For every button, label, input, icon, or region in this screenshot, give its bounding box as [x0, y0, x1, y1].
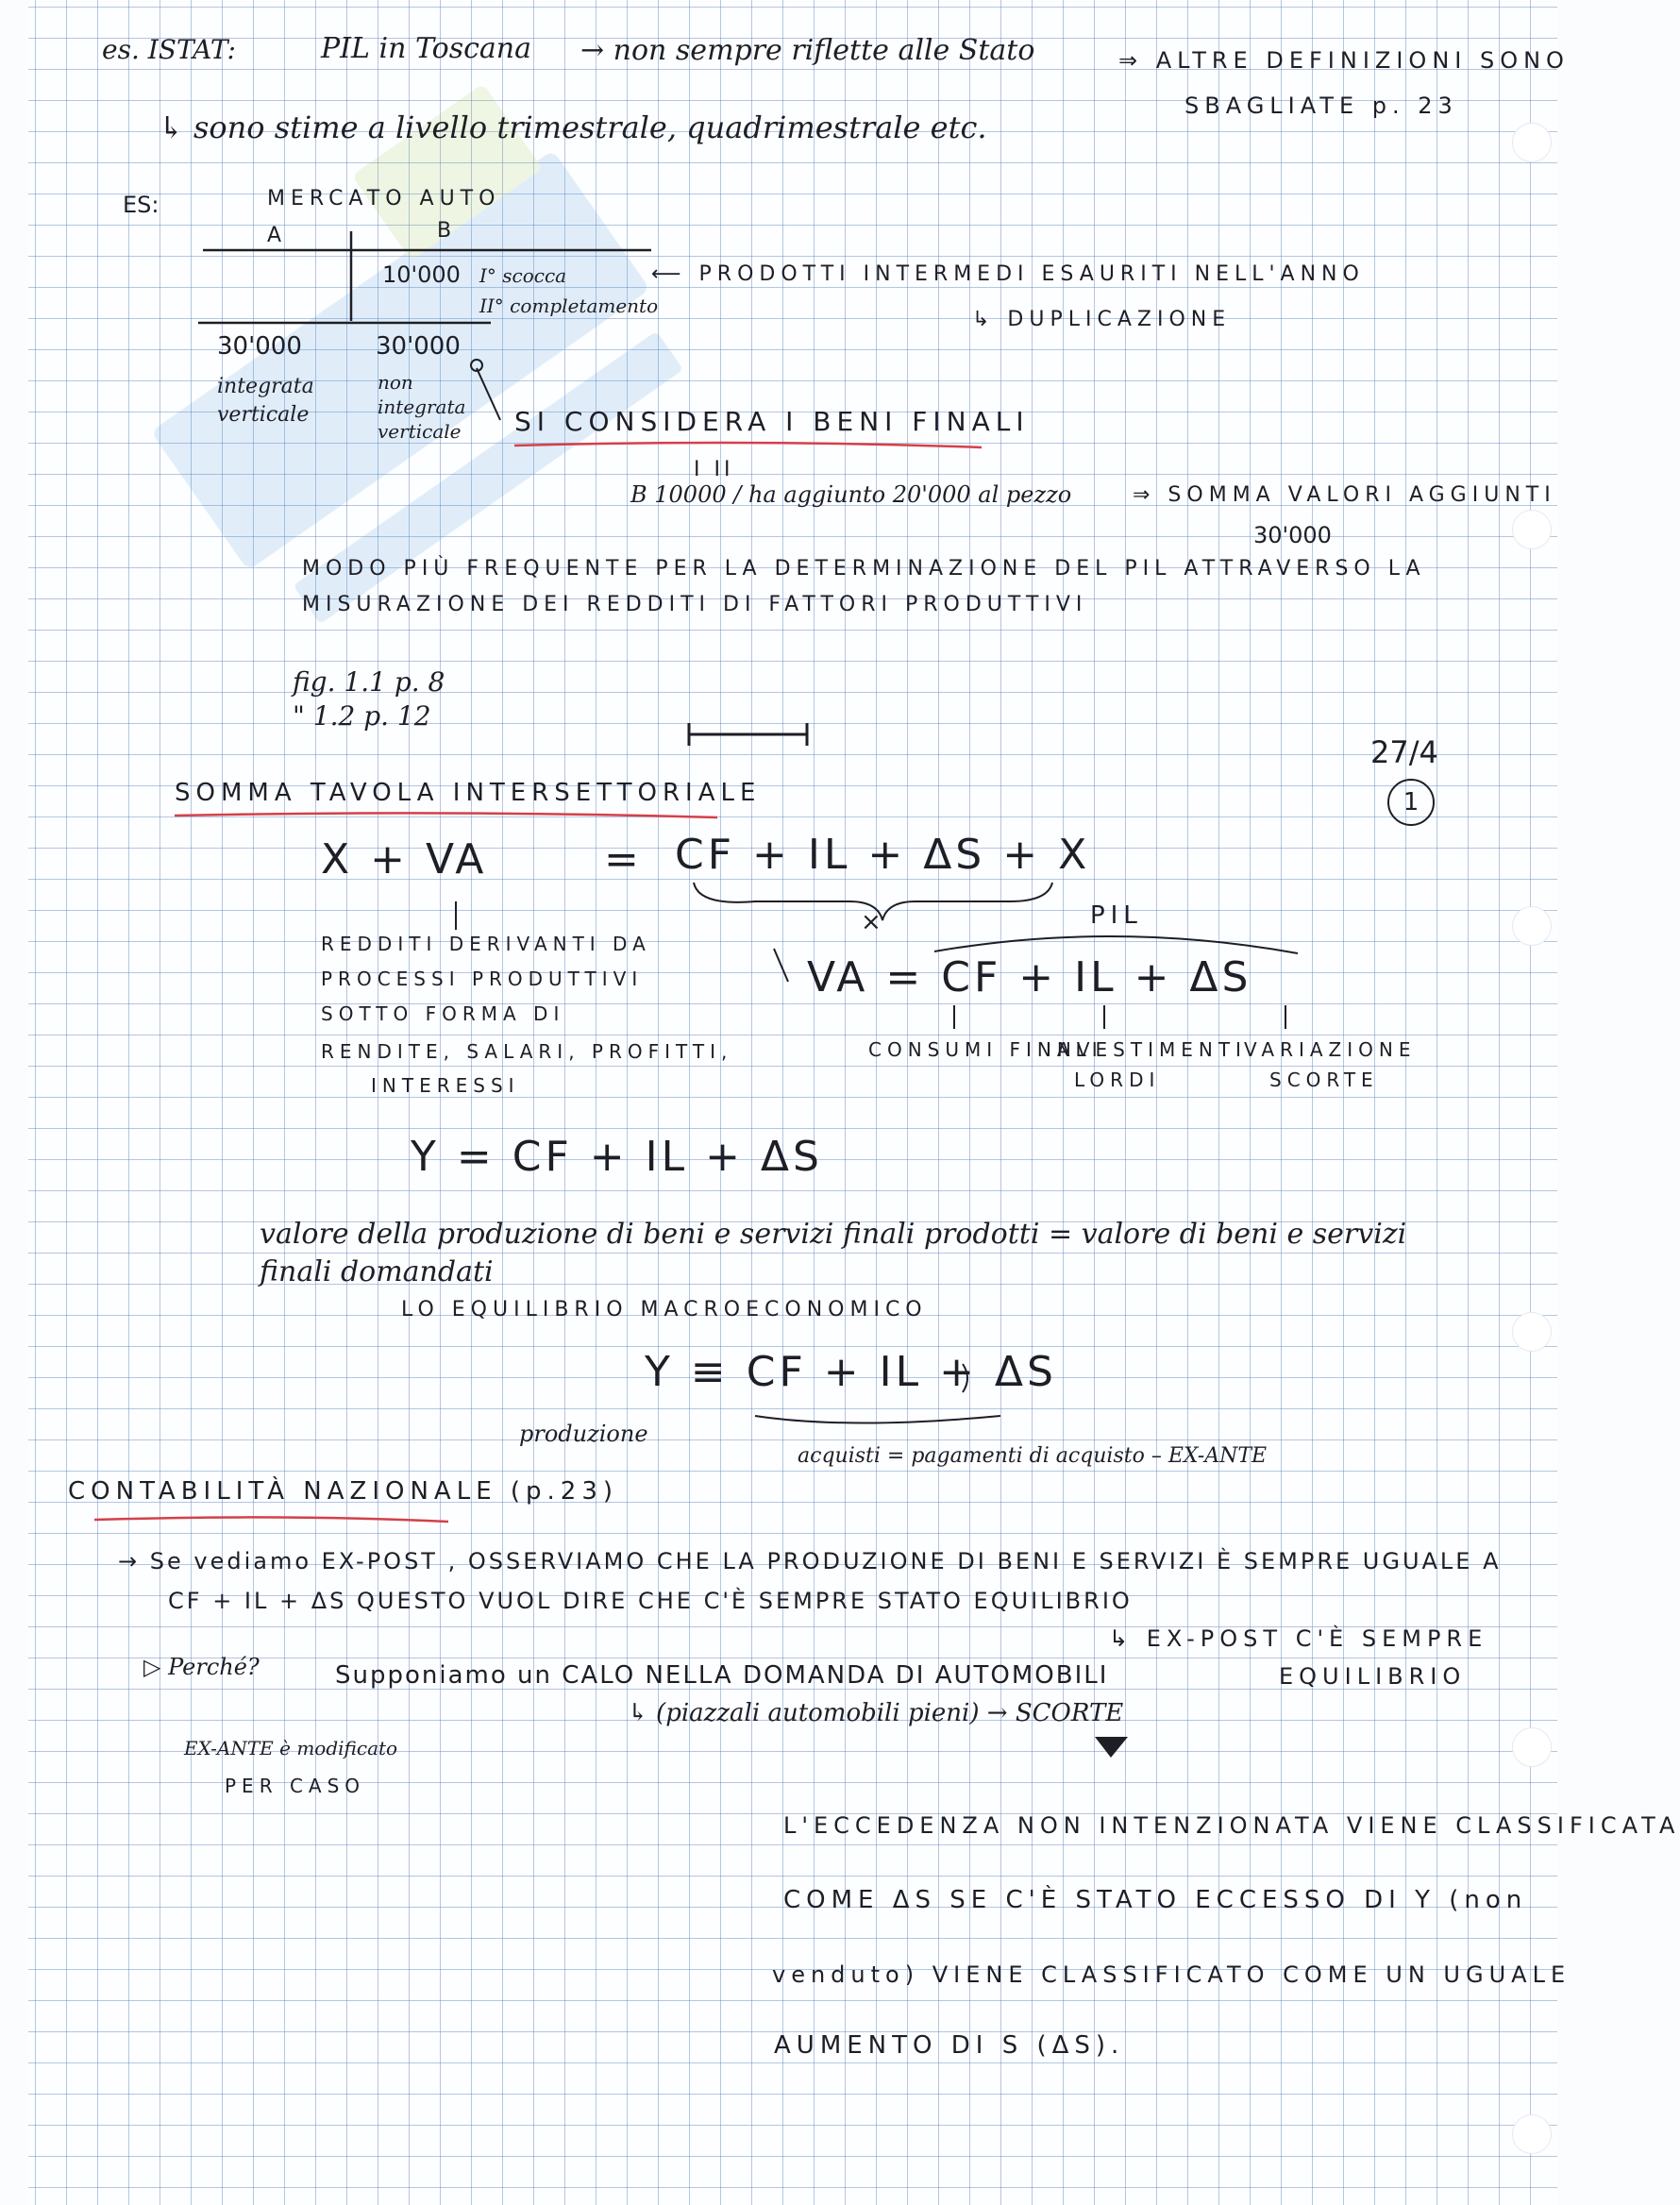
- note-heading-example: es. ISTAT:: [102, 34, 236, 65]
- eq2-pil-label: PIL: [1090, 901, 1143, 930]
- note-fig-1-2: " 1.2 p. 12: [293, 700, 431, 732]
- note-ex-post-3: ↳ EX-POST C'È SEMPRE: [1109, 1625, 1488, 1652]
- graph-paper-sheet: [28, 0, 1557, 2205]
- note-fig-1-1: fig. 1.1 p. 8: [293, 666, 445, 698]
- note-riflette: → non sempre riflette alle Stato: [580, 34, 1035, 67]
- eq1-x-mark: ×: [861, 908, 882, 936]
- note-per-caso: PER CASO: [225, 1775, 366, 1797]
- note-misurazione-redditi: MISURAZIONE DEI REDDITI DI FATTORI PRODUTTIVI: [302, 593, 1088, 616]
- note-valore-produzione: valore della produzione di beni e servizi finali prodotti = valore di beni e servizi: [260, 1218, 1407, 1251]
- note-eccedenza-2: COME ΔS SE C'È STATO ECCESSO DI Y (non: [783, 1886, 1528, 1914]
- section-contabilita-nazionale: CONTABILITÀ NAZIONALE (p.23): [68, 1477, 619, 1506]
- eq2: VA = CF + IL + ΔS: [807, 953, 1252, 1002]
- label-variazione: VARIAZIONE: [1244, 1038, 1417, 1061]
- note-produzione: produzione: [519, 1421, 648, 1447]
- table-a-note: integrata verticale: [217, 375, 314, 427]
- note-prodotti-intermedi: ⟵ PRODOTTI INTERMEDI ESAURITI NELL'ANNO: [651, 262, 1365, 286]
- label-consumi-finali: CONSUMI FINALI: [868, 1038, 1103, 1061]
- redditi-line-1: REDDITI DERIVANTI DA: [321, 933, 651, 955]
- section-somma-tavola: SOMMA TAVOLA INTERSETTORIALE: [175, 779, 762, 807]
- note-ex-ante-modificato: EX-ANTE è modificato: [184, 1737, 398, 1759]
- label-scorte: SCORTE: [1269, 1069, 1379, 1091]
- label-investimenti: INVESTIMENTI: [1046, 1038, 1247, 1061]
- note-sbagliate: SBAGLIATE p. 23: [1184, 93, 1458, 119]
- note-equilibrio-macro: LO EQUILIBRIO MACROECONOMICO: [401, 1298, 928, 1321]
- note-pil-toscana: PIL in Toscana: [321, 32, 531, 65]
- note-somma-total: 30'000: [1253, 522, 1332, 548]
- note-stime-trimestrali: ↳ sono stime a livello trimestrale, quadrimestrale etc.: [159, 109, 987, 145]
- table-col-a: A: [267, 224, 282, 247]
- redditi-line-2: PROCESSI PRODUTTIVI: [321, 968, 644, 990]
- redditi-line-5: INTERESSI: [371, 1074, 520, 1097]
- note-roman-numerals: I II: [694, 458, 734, 481]
- eq4: Y ≡ CF + IL + ΔS: [645, 1348, 1057, 1396]
- binder-hole: [1512, 906, 1552, 946]
- redditi-line-4: RENDITE, SALARI, PROFITTI,: [321, 1040, 733, 1063]
- table-col-b: B: [437, 219, 452, 243]
- table-b-note-completamento: II° completamento: [479, 295, 659, 317]
- note-eccedenza-1: L'ECCEDENZA NON INTENZIONATA VIENE CLASSIFICATA: [783, 1812, 1680, 1839]
- note-es-label: ES:: [123, 192, 160, 218]
- binder-hole: [1512, 2114, 1552, 2154]
- note-altre-definizioni: ⇒ ALTRE DEFINIZIONI SONO: [1118, 47, 1570, 74]
- table-b-value: 10'000: [382, 261, 461, 288]
- note-eccedenza-4: AUMENTO DI S (ΔS).: [774, 2031, 1125, 2060]
- note-ex-post-4: EQUILIBRIO: [1279, 1663, 1467, 1690]
- note-somma-valori: ⇒ SOMMA VALORI AGGIUNTI: [1133, 483, 1556, 507]
- note-piazzali: ↳ (piazzali automobili pieni) → SCORTE: [628, 1699, 1124, 1727]
- note-supponiamo: Supponiamo un CALO NELLA DOMANDA DI AUTOMOBILI: [335, 1661, 1109, 1690]
- binder-hole: [1512, 1312, 1552, 1352]
- note-date: 27/4: [1370, 734, 1438, 770]
- eq1-equals: =: [604, 835, 643, 884]
- binder-hole: [1512, 510, 1552, 549]
- table-b-note-non-integrata: non integrata verticale: [378, 371, 466, 443]
- note-ex-post-1: → Se vediamo EX-POST , OSSERVIAMO CHE LA PRODUZIONE DI BENI E SERVIZI È SEMPRE UGUALE A: [118, 1548, 1502, 1574]
- note-finali-domandati: finali domandati: [260, 1255, 494, 1288]
- page-number-circle: 1: [1387, 779, 1435, 826]
- note-modo-frequente: MODO PIÙ FREQUENTE PER LA DETERMINAZIONE DEL PIL ATTRAVERSO LA: [302, 557, 1426, 581]
- note-beni-finali: SI CONSIDERA I BENI FINALI: [514, 406, 1030, 437]
- label-lordi: LORDI: [1074, 1069, 1161, 1091]
- redditi-line-3: SOTTO FORMA DI: [321, 1002, 565, 1025]
- note-eccedenza-3: venduto) VIENE CLASSIFICATO COME UN UGUALE: [772, 1961, 1571, 1988]
- eq1-right: CF + IL + ΔS + X: [675, 831, 1091, 879]
- binder-hole: [1512, 123, 1552, 162]
- note-mercato-auto: MERCATO AUTO: [267, 187, 501, 210]
- table-a-value: 30'000: [217, 332, 302, 361]
- note-perche: ▷ Perché?: [143, 1654, 260, 1680]
- note-acquisti-ex-ante: acquisti = pagamenti di acquisto – EX-ANTE: [798, 1444, 1268, 1468]
- note-duplicazione: ↳ DUPLICAZIONE: [972, 308, 1232, 331]
- table-b-value-2: 30'000: [376, 332, 461, 361]
- note-b-aggiunto: B 10000 / ha aggiunto 20'000 al pezzo: [630, 481, 1072, 508]
- eq3: Y = CF + IL + ΔS: [411, 1133, 823, 1181]
- table-b-note-scocca: I° scocca: [479, 264, 567, 287]
- note-ex-post-2: CF + IL + ΔS QUESTO VUOL DIRE CHE C'È SEMPRE STATO EQUILIBRIO: [168, 1588, 1133, 1614]
- binder-hole: [1512, 1727, 1552, 1767]
- eq1-left: X + VA: [321, 835, 488, 884]
